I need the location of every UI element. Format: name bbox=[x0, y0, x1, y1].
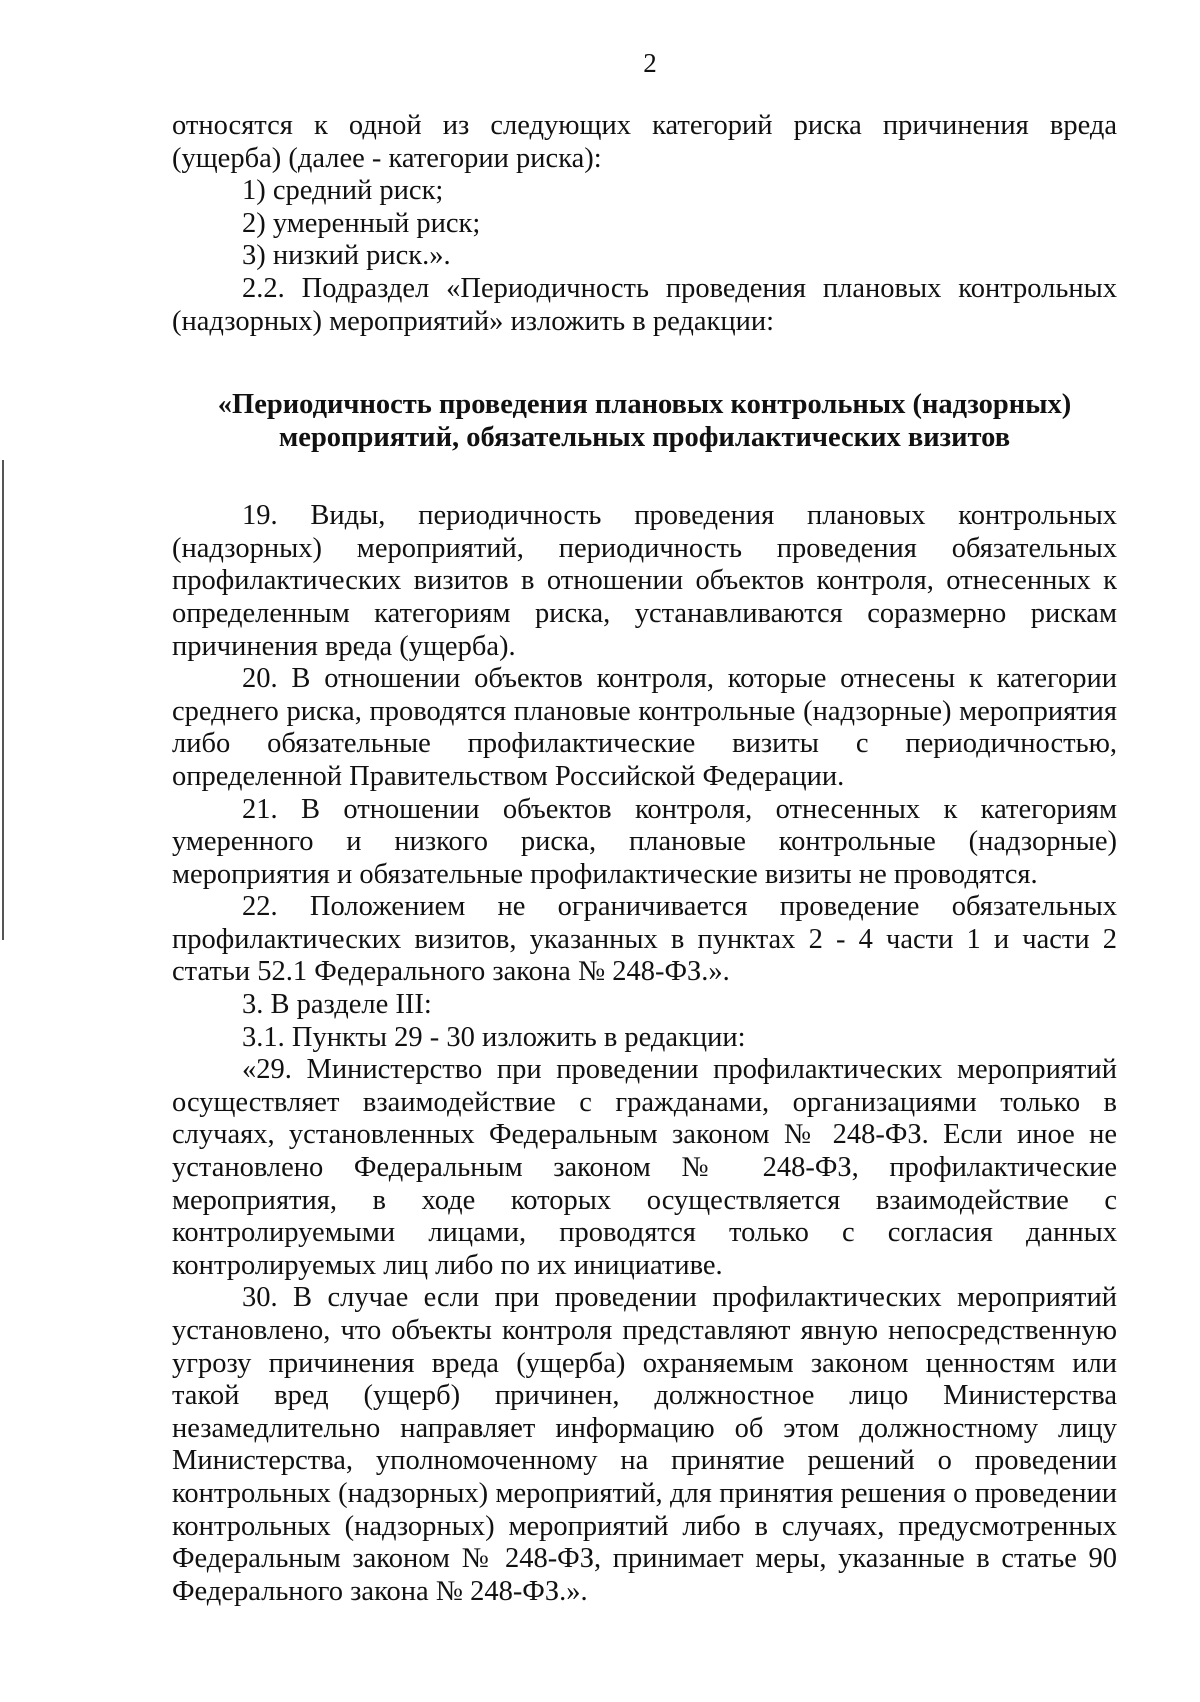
paragraph: 30. В случае если при проведении профилактических мероприятий установлено, что объекты контроля представляют явную непосредственную угрозу причинения вреда (ущерба) охраняемым законом ценностям или такой вред (ущерб) причинен, должностное лицо Министерства незамедлительно направляет информацию об этом должностному лицу Министерства, уполномоченному на принятие решений о проведении контрольных (надзорных) мероприятий, для принятия решения о проведении контрольных (надзорных) мероприятий либо в случаях, предусмотренных Федеральным законом № 248-ФЗ, принимает меры, указанные в статье 90 Федерального закона № 248-ФЗ.». bbox=[172, 1282, 1117, 1607]
paragraph: 3) низкий риск.». bbox=[242, 240, 451, 272]
scan-edge-mark bbox=[2, 460, 4, 940]
section-heading bbox=[172, 388, 1117, 454]
paragraph: 3. В разделе III: bbox=[242, 989, 432, 1021]
section-heading-line-2: мероприятий, обязательных профилактических визитов bbox=[278, 422, 1011, 454]
paragraph: 19. Виды, периодичность проведения плановых контрольных (надзорных) мероприятий, периодичность проведения обязательных профилактических визитов в отношении объектов контроля, отнесенных к определенным категориям риска, устанавливаются соразмерно рискам причинения вреда (ущерба). bbox=[172, 500, 1117, 662]
paragraph: относятся к одной из следующих категорий риска причинения вреда (ущерба) (далее - категории риска): bbox=[172, 110, 1117, 174]
paragraph: «29. Министерство при проведении профилактических мероприятий осуществляет взаимодействие с гражданами, организациями только в случаях, установленных Федеральным законом № 248-ФЗ. Если иное не установлено Федеральным законом № 248-ФЗ, профилактические мероприятия, в ходе которых осуществляется взаимодействие с контролируемыми лицами, проводятся только с согласия данных контролируемых лиц либо по их инициативе. bbox=[172, 1054, 1117, 1281]
paragraph: 2) умеренный риск; bbox=[242, 207, 481, 239]
paragraph: 2.2. Подраздел «Периодичность проведения плановых контрольных (надзорных) мероприятий» изложить в редакции: bbox=[172, 272, 1117, 337]
paragraphs-after-heading bbox=[172, 500, 1117, 1608]
paragraphs-before-heading bbox=[172, 110, 1117, 338]
paragraph: 21. В отношении объектов контроля, отнесенных к категориям умеренного и низкого риска, плановые контрольные (надзорные) мероприятия и обязательные профилактические визиты не проводятся. bbox=[172, 793, 1117, 890]
section-heading-line-1: «Периодичность проведения плановых контрольных (надзорных) bbox=[217, 389, 1072, 421]
paragraph: 3.1. Пункты 29 - 30 изложить в редакции: bbox=[242, 1021, 746, 1053]
document-body bbox=[172, 110, 1117, 1608]
paragraph: 22. Положением не ограничивается проведение обязательных профилактических визитов, указанных в пунктах 2 - 4 части 1 и части 2 статьи 52.1 Федерального закона № 248-ФЗ.». bbox=[172, 891, 1117, 988]
page-number: 2 bbox=[643, 48, 657, 78]
paragraph: 20. В отношении объектов контроля, которые отнесены к категории среднего риска, проводятся плановые контрольные (надзорные) мероприятия либо обязательные профилактические визиты с периодичностью, определенной Правительством Российской Федерации. bbox=[172, 663, 1117, 792]
paragraph: 1) средний риск; bbox=[242, 175, 444, 207]
